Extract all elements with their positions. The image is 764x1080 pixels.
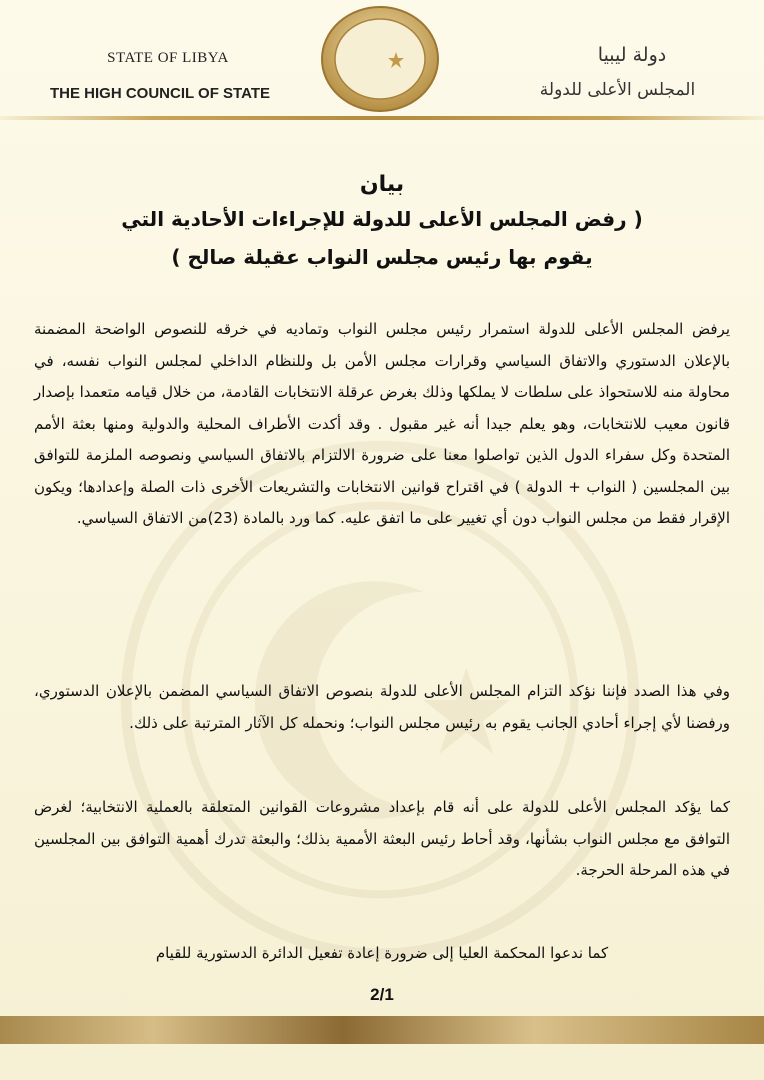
header-arabic-state: دولة ليبيا [597,44,667,66]
crescent-star-emblem-icon [318,4,442,114]
letterhead [0,0,764,125]
body-paragraph-1: يرفض المجلس الأعلى للدولة استمرار رئيس مجلس النواب وتماديه في خرقه للنصوص الواضحة المضمنة بالإعلان الدستوري والاتفاق السياسي وقرارات مجلس الأمن بل وللنظام الداخلي لمجلس النواب نفسه، في محاولة منه للاستحواذ على سلطات لا يملكها وذلك بغرض عرقلة الانتخابات القادمة، من خلال قيامه متعمدا بإصدار قانون معيب للانتخابات، وهو يعلم جيدا أنه غير مقبول . وقد أكدت الأطراف المحلية والدولية ومنها بعثة الأمم المتحدة وكل سفراء الدول الذين تواصلوا معنا على ضرورة الالتزام بالاتفاق السياسي ونصوصه الملزمة للتوافق بين المجلسين ( النواب + الدولة ) في اقتراح قوانين الانتخابات والتشريعات الأخرى ذات الصلة وإعدادها؛ ويكون الإقرار فقط من مجلس النواب دون أي تغيير على ما اتفق عليه. كما ورد بالمادة (23)من الاتفاق السياسي. [34,320,730,527]
page-number: 2/1 [370,985,394,1004]
header-english-council: THE HIGH COUNCIL OF STATE [50,85,270,102]
body-paragraph-3: كما يؤكد المجلس الأعلى للدولة على أنه قام بإعداد مشروعات القوانين المتعلقة بالعملية الانتخابية؛ لغرض التوافق مع مجلس النواب بشأنها، وقد أحاط رئيس البعثة الأممية بذلك؛ والبعثة تدرك أهمية التوافق بين المجلسين في هذه المرحلة الحرجة. [34,798,730,879]
footer-divider [0,1016,764,1044]
body-paragraph-4: كما ندعوا المحكمة العليا إلى ضرورة إعادة تفعيل الدائرة الدستورية للقيام [155,944,609,962]
statement-subject-line-1: ( رفض المجلس الأعلى للدولة للإجراءات الأحادية التي [121,207,643,231]
statement-heading: بيان [359,172,405,197]
header-english-state: STATE OF LIBYA [107,50,229,66]
statement-title [30,170,734,276]
body-paragraph-2: وفي هذا الصدد فإننا نؤكد التزام المجلس الأعلى للدولة بنصوص الاتفاق السياسي المضمن بالإعلان الدستوري، ورفضنا لأي إجراء أحادي الجانب يقوم به رئيس مجلس النواب؛ ونحمله كل الآثار المترتبة على ذلك. [34,682,730,732]
header-divider [0,116,764,120]
header-arabic-council: المجلس الأعلى للدولة [539,80,696,100]
statement-subject-line-2: يقوم بها رئيس مجلس النواب عقيلة صالح ) [171,245,593,269]
